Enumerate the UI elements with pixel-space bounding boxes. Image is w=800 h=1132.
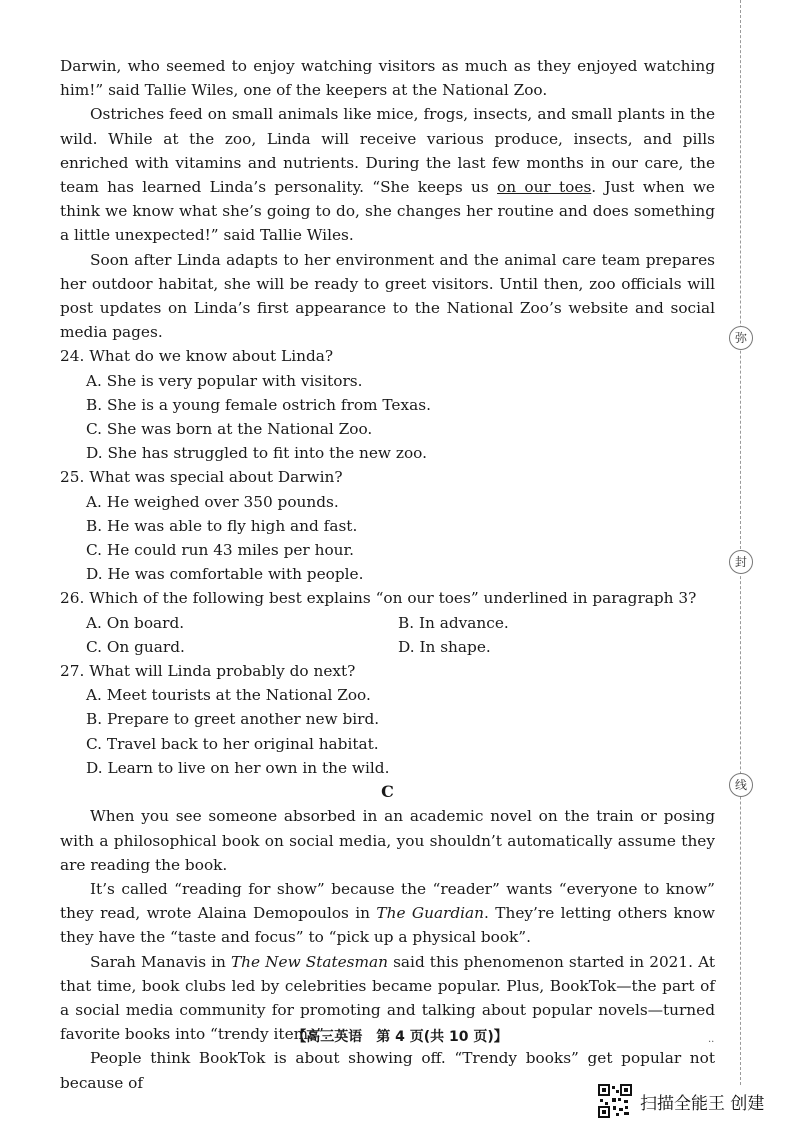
scanner-watermark — [598, 1083, 764, 1119]
question-stem: 25. What was special about Darwin? — [60, 468, 343, 487]
option: C. Travel back to her original habitat. — [86, 734, 379, 753]
passage-b-paragraph: Ostriches feed on small animals like mice, frogs, insects, and small plants in the wild. While at the zoo, Linda will receive various produce, insects, and pills enriched with vitamins and nutrients. During the last few months in our care, the team has learned Linda’s personality. “She keeps us on our toes. Just when we think we know what she’s going to do, she changes her routine and does something a little unexpected!” said Tallie Wiles. — [60, 105, 715, 245]
watermark-label: 扫描全能王 创建 — [640, 1093, 765, 1114]
footer-dots: .. — [708, 1034, 715, 1045]
source-title: The Guardian — [376, 904, 485, 923]
page-footer: 【高三英语 第 4 页(共 10 页)】 — [292, 1029, 508, 1045]
option: C. She was born at the National Zoo. — [86, 420, 373, 439]
question-27 — [60, 659, 715, 780]
question-24 — [60, 344, 715, 465]
option: C. On guard. — [86, 637, 185, 656]
question-stem: 27. What will Linda probably do next? — [60, 662, 356, 681]
passage-b-paragraph: Soon after Linda adapts to her environment and the animal care team prepares her outdoor habitat, she will be ready to greet visitors. Until then, zoo officials will post updates on Linda’s first appearance to the National Zoo’s website and social media pages. — [60, 250, 715, 342]
passage-c-paragraph: It’s called “reading for show” because the “reader” wants “everyone to know” they read, wrote Alaina Demopoulos in The Guardian. They’re letting others know they have the “taste and focus” to “pick up a physical book”. — [60, 879, 715, 947]
option: A. She is very popular with visitors. — [86, 371, 363, 390]
source-title: The New Statesman — [230, 952, 389, 971]
option: D. He was comfortable with people. — [86, 565, 364, 584]
option-grid — [86, 611, 715, 659]
binding-line — [740, 0, 741, 1085]
option: B. She is a young female ostrich from Texas. — [86, 395, 431, 414]
option: B. He was able to fly high and fast. — [86, 516, 358, 535]
exam-page-content — [60, 54, 715, 1095]
question-26 — [60, 586, 715, 659]
margin-seal: 线 — [729, 773, 753, 797]
qr-code-icon — [598, 1084, 632, 1118]
option: A. He weighed over 350 pounds. — [86, 492, 339, 511]
passage-c-paragraph: Sarah Manavis in The New Statesman said this phenomenon started in 2021. At that time, book clubs led by celebrities became popular. Plus, BookTok—the part of a social media community for promoting and talking about popular novels—turned favorite books into “trendy items”. — [60, 952, 715, 1044]
section-heading: C — [381, 782, 394, 802]
margin-seal: 弥 — [729, 326, 753, 350]
option: A. On board. — [86, 613, 185, 632]
passage-c-paragraph: People think BookTok is about showing off. “Trendy books” get popular not because of — [60, 1049, 715, 1092]
option: A. Meet tourists at the National Zoo. — [86, 686, 371, 705]
question-stem: 26. Which of the following best explains “on our toes” underlined in paragraph 3? — [60, 589, 697, 608]
passage-c-paragraph: When you see someone absorbed in an academic novel on the train or posing with a philosophical book on social media, you shouldn’t automatically assume they are reading the book. — [60, 807, 715, 874]
margin-seal: 封 — [729, 550, 753, 574]
question-stem: 24. What do we know about Linda? — [60, 347, 334, 366]
option: D. She has struggled to fit into the new zoo. — [86, 444, 427, 463]
option: B. In advance. — [398, 613, 509, 632]
passage-b-paragraph: Darwin, who seemed to enjoy watching visitors as much as they enjoyed watching him!” said Tallie Wiles, one of the keepers at the National Zoo. — [60, 57, 715, 100]
option: C. He could run 43 miles per hour. — [86, 541, 355, 560]
option: B. Prepare to greet another new bird. — [86, 710, 380, 729]
underlined-phrase: on our toes — [497, 178, 592, 197]
question-25 — [60, 465, 715, 586]
option: D. Learn to live on her own in the wild. — [86, 758, 390, 777]
option: D. In shape. — [398, 637, 491, 656]
